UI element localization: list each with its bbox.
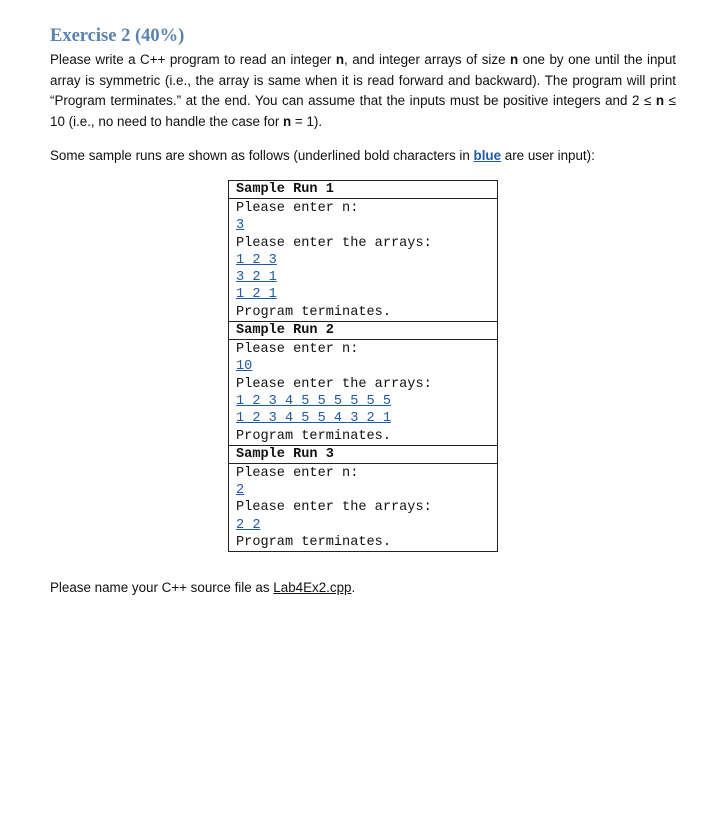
sample-run-output bbox=[229, 340, 497, 445]
footer-text: Please name your C++ source file as bbox=[50, 580, 274, 595]
desc-text: = 1). bbox=[291, 113, 323, 129]
blue-legend: blue bbox=[473, 148, 502, 163]
sample-runs-table bbox=[228, 180, 498, 552]
note-text: Some sample runs are shown as follows (underlined bold characters in bbox=[50, 148, 474, 163]
user-input-line: 1 2 3 4 5 5 4 3 2 1 bbox=[236, 411, 391, 427]
desc-text: , and integer arrays of size bbox=[344, 52, 510, 67]
sample-run-output bbox=[229, 199, 497, 321]
source-filename: Lab4Ex2.cpp bbox=[273, 580, 352, 595]
samples-note bbox=[50, 146, 676, 167]
program-output-line: Please enter the arrays: bbox=[236, 235, 432, 251]
sample-run-output bbox=[229, 464, 497, 551]
exercise-heading: Exercise 2 (40%) bbox=[50, 26, 185, 46]
desc-text: one by one until the input array is symmetric (i.e., the array is same when it is read forward and backward). The program will print “Program terminates.” at the end. You can assume that the inputs must be positive integers and 2 ≤ bbox=[50, 52, 677, 108]
program-output-line: Please enter n: bbox=[236, 342, 359, 358]
program-output-line: Please enter the arrays: bbox=[236, 500, 432, 516]
exercise-description bbox=[50, 50, 676, 132]
var-n: n bbox=[510, 52, 519, 67]
user-input-line: 2 bbox=[236, 483, 245, 499]
desc-text: ≤ 10 (i.e., no need to handle the case for bbox=[50, 93, 676, 129]
note-text: are user input): bbox=[501, 148, 595, 163]
program-output-line: Please enter n: bbox=[236, 201, 359, 216]
user-input-line: 10 bbox=[236, 359, 253, 375]
program-output-line: Program terminates. bbox=[236, 428, 391, 444]
user-input-line: 3 2 1 bbox=[236, 270, 277, 286]
program-output-line: Program terminates. bbox=[236, 304, 391, 320]
program-output-line: Please enter n: bbox=[236, 465, 359, 481]
sample-run-title: Sample Run 2 bbox=[229, 321, 497, 340]
var-n: n bbox=[283, 113, 292, 129]
user-input-line: 1 2 3 4 5 5 5 5 5 5 bbox=[236, 393, 391, 409]
var-n: n bbox=[655, 93, 665, 108]
var-n: n bbox=[335, 52, 345, 67]
program-output-line: Program terminates. bbox=[236, 535, 391, 551]
user-input-line: 1 2 1 bbox=[236, 287, 277, 303]
program-output-line: Please enter the arrays: bbox=[236, 376, 432, 392]
desc-text: Please write a C++ program to read an integer bbox=[50, 52, 336, 67]
sample-run-title: Sample Run 1 bbox=[229, 181, 497, 199]
user-input-line: 2 2 bbox=[236, 517, 261, 533]
footer-text: . bbox=[351, 580, 356, 595]
user-input-line: 3 bbox=[236, 218, 245, 234]
file-name-instruction bbox=[50, 578, 676, 599]
sample-run-title: Sample Run 3 bbox=[229, 445, 497, 464]
user-input-line: 1 2 3 bbox=[236, 252, 277, 268]
